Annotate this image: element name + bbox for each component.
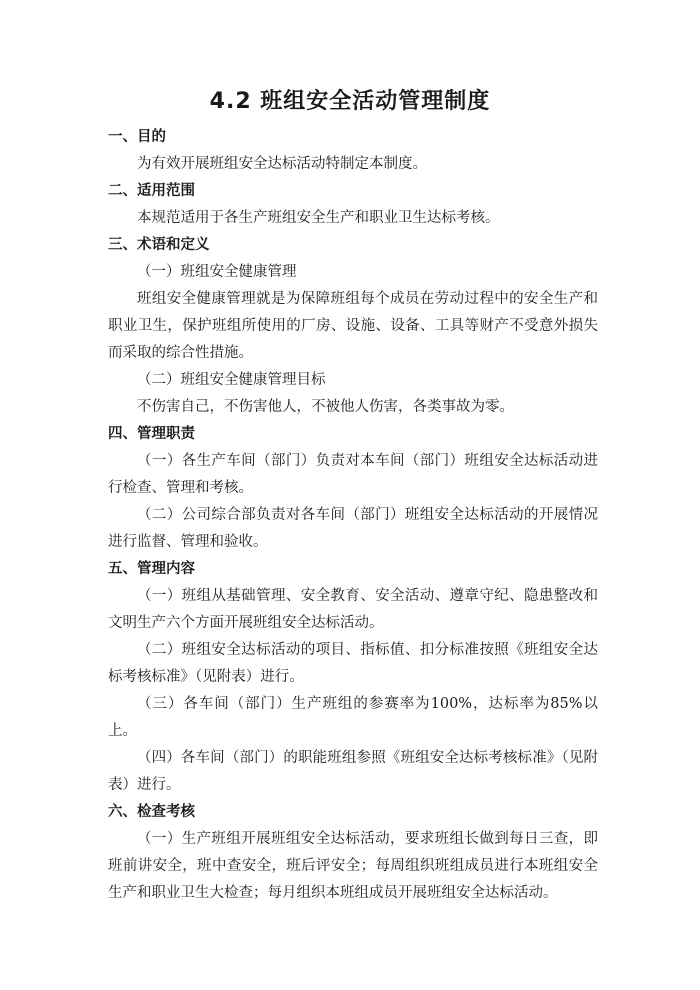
section-heading: 三、术语和定义 [108,237,210,253]
paragraph: （二）班组安全达标活动的项目、指标值、扣分标准按照《班组安全达标考核标准》（见附表）进行。 [108,642,598,685]
paragraph: （一）生产班组开展班组安全达标活动，要求班组长做到每日三查，即班前讲安全，班中查安全，班后评安全；每周组织班组成员进行本班组安全生产和职业卫生大检查；每月组织本班组成员开展班组安全达标活动。 [108,831,598,901]
section-content [108,556,598,799]
section-heading: 六、检查考核 [108,804,195,820]
section-scope [108,178,598,232]
section-heading: 四、管理职责 [108,426,195,442]
section-heading: 一、目的 [108,129,166,145]
document-body [108,124,598,907]
section-definitions [108,232,598,421]
paragraph: （三）各车间（部门）生产班组的参赛率为100%，达标率为85%以上。 [108,696,598,739]
subsection-title: （二）班组安全健康管理目标 [137,372,326,388]
paragraph: （一）班组从基础管理、安全教育、安全活动、遵章守纪、隐患整改和文明生产六个方面开展班组安全达标活动。 [108,588,598,631]
section-heading: 五、管理内容 [108,561,195,577]
paragraph: 不伤害自己，不伤害他人，不被他人伤害，各类事故为零。 [137,399,514,415]
paragraph: （四）各车间（部门）的职能班组参照《班组安全达标考核标准》（见附表）进行。 [108,750,598,793]
paragraph: 为有效开展班组安全达标活动特制定本制度。 [137,156,427,172]
paragraph: （二）公司综合部负责对各车间（部门）班组安全达标活动的开展情况进行监督、管理和验收。 [108,507,598,550]
section-responsibilities [108,421,598,556]
section-heading: 二、适用范围 [108,183,195,199]
paragraph: 班组安全健康管理就是为保障班组每个成员在劳动过程中的安全生产和职业卫生，保护班组所使用的厂房、设施、设备、工具等财产不受意外损失而采取的综合性措施。 [108,291,598,361]
subsection-title: （一）班组安全健康管理 [137,264,297,280]
section-inspection [108,799,598,907]
paragraph: （一）各生产车间（部门）负责对本车间（部门）班组安全达标活动进行检查、管理和考核。 [108,453,598,496]
document-title: 4.2 班组安全活动管理制度 [209,89,491,114]
section-purpose [108,124,598,178]
paragraph: 本规范适用于各生产班组安全生产和职业卫生达标考核。 [137,210,500,226]
